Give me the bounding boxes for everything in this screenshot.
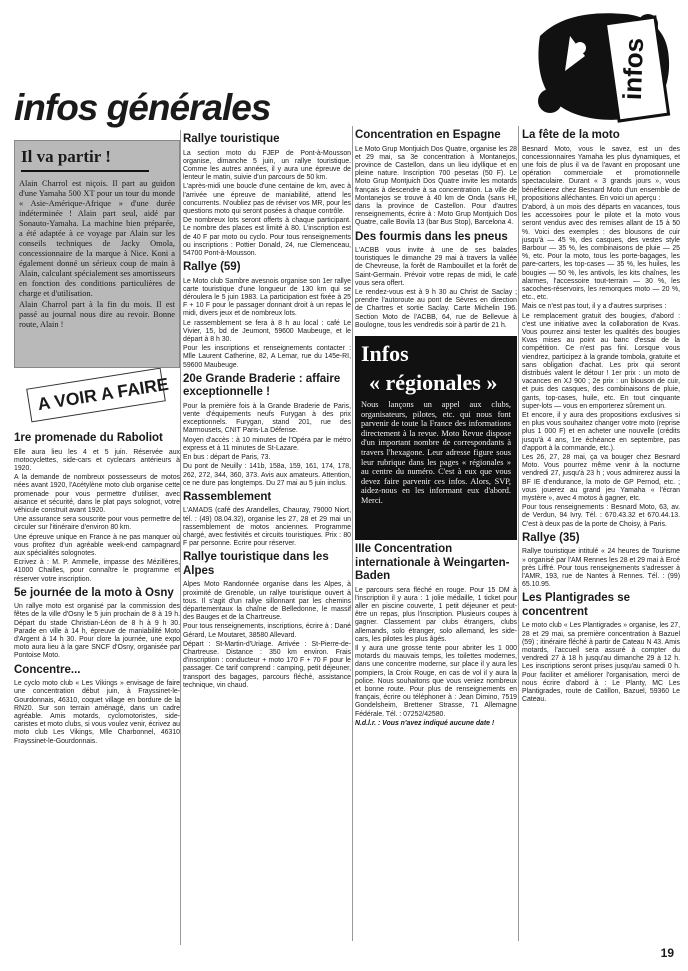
article-heading: Rassemblement: [183, 490, 272, 503]
box-title: Il va partir !: [21, 147, 149, 172]
infos-logo: [530, 6, 680, 124]
article-paragraph: Le Moto club Sambre avesnois organise son 1er rallye carte touristique d'une longueur de 130 km qui se déroulera le 5 juin 1983. La participation est fixée à 25 F + 10 F pour le passager donnant droit à un repas le midi, divers jeux et de nombreux lots.: [183, 277, 351, 318]
article-heading: Des fourmis dans les pneus: [355, 230, 508, 243]
article-paragraph: Du pont de Neuilly : 141b, 158a, 159, 161, 174, 178, 262, 272, 344, 360, 373. Avis aux amateurs. Attention, ce ne dure pas longtemps. Du 27 mai au 5 juin inclus.: [183, 463, 351, 487]
article-paragraph: Pour les inscriptions et renseignements contacter : Mlle Laurent Catherine, 82, A Lemar, rue du 145e-RI, 59600 Maubeuge.: [183, 345, 351, 369]
editor-note: N.d.l.r. : Vous n'avez indiqué aucune date !: [355, 719, 495, 727]
article-paragraph: Le rendez-vous est à 9 h 30 au Christ de Saclay ; prendre l'autoroute au pont de Sèvres en direction de Chartres et sortie Saclay. Carte Michelin 196. Section Moto de l'ACBB, 64, rue de Bellevue à Boulogne, tous les vendredis soir à partir de 21 h.: [355, 289, 517, 329]
article-paragraph: Et encore, il y aura des propositions exclusives si en plus vous souhaitez changer votre moto (reprise plus 1 000 F) et en acheter une nouvelle (crédits jusqu'à 4 ans, 1re échéance en septembre, pas d'apport à la commande, etc.).: [522, 412, 680, 452]
article-paragraph: L'AMADS (café des Arandelles, Chauray, 79000 Niort, tél. : (49) 08.04.32), organise les 27, 28 et 29 mai un rassemblement de motos anciennes. Programme chargé, avec festivités et circuits touristiques. Prix : 80 F par personne. Ecrire pour réserver.: [183, 507, 351, 548]
column-divider: [352, 126, 353, 941]
box-body: Alain Charrol est niçois. Il part au guidon d'une Yamaha 500 XT pour un tour du monde « Asie-Amérique-Afrique » d'une durée indéterminée ! Alain part seul, aidé par Sonauto-Yamaha. La machine bien préparée, a été adaptée à ce voyage par Alain sur les conseils techniques de Jacky Omola, concessionnaire de la marque à Nice. Koni a également donné un sérieux coup de main à Alain, calculant spécialement ses amortisseurs en fonction des conditions particulières de charge et d'utilisation.: [19, 179, 175, 298]
regionales-title-1: Infos: [361, 341, 409, 367]
article-paragraph: Les 26, 27, 28 mai, ça va bouger chez Besnard Moto. Vous pourrez même venir à la nocturne vendredi 27, jusqu'à 23 h ; vous admirerez aussi la BF IE d'endurance, la moto de GP Pernod, etc. ; vous jouerez au grand jeu Yamaha « l'écran mystère », avec 4 motos à gagner, etc.: [522, 454, 680, 503]
article-paragraph: Le Moto Grup Montjuich Dos Quatre, organise les 28 et 29 mai, sa 3e concentration à Montanejos, province de Castellon, dans un lieu idyllique et en pleine nature. Inscription 700 pesetas (50 F). Le Moto Grup Montjuich Dos Quatre invite les motards français à descendre à sa concentration. La ville de Montanejos se trouve à 40 km de Onda (sans HI, dans la province de Castellon. Pour d'autres renseignements, écrire à : Moto Grup Montjuich Dos Quatre, calle Bovila 13 (bar Bus Stop), Barcelona 4.: [355, 145, 517, 227]
article-paragraph: Besnard Moto, vous le savez, est un des concessionnaires Yamaha les plus dynamiques, et une fois de plus il va de l'avant en proposant une opération commerciale et promotionnelle spectaculaire. Durant « 3 grands jours », vous bénéficierez chez Besnard Moto d'un ensemble de propositions alléchantes. En voici un aperçu :: [522, 145, 680, 202]
column-2: [183, 130, 351, 691]
article-paragraph: Le parcours sera fléché en rouge. Pour 15 DM à l'inscription il y aura : 1 jolie médaille, 1 ticket pour aller en piscine couverte, 1 petit déjeuner et peut-être un repas, plus l'inscription. Plusieurs coupes à gagner. Classement par clubs étrangers, clubs allemands, solo étranger, solo allemand, les side-cars, les pilotes les plus âgés.: [355, 586, 517, 643]
article-paragraph: D'abord, à un mois des départs en vacances, tous les accessoires pour le pilote et la moto vous seront vendus avec des remises allant de 15 à 50 %. Voici des exemples : des blousons de cuir jusqu'à — 45 %, des casques, des vestes style Barbour — 35 %, les combinaisons de pluie — 25 %, etc. Pour la moto, tous les porte-bagages, les pare-carters, les top-cases — 35 %, les huiles, les bougies — 50 %, les antivols, les kits chaînes, les alarmes, l'accessoire tout-terrain — 30 %, les sacoches-réservoirs, les remorques moto — 20 %, etc., etc.: [522, 203, 680, 302]
article-heading: IIIe Concentration internationale à Weingarten-Baden: [355, 543, 510, 583]
column-1: [14, 140, 180, 747]
a-voir-a-faire-banner: [28, 373, 170, 420]
column-4: [522, 126, 680, 705]
article-heading: 20e Grande Braderie : affaire exceptionnelle !: [183, 372, 341, 399]
regionales-body: Nous lançons un appel aux clubs, organisateurs, pilotes, etc. qui nous font parvenir de toute la France des informations directement à la revue. Moto Revue dispose d'un important nombre de correspondants à travers l'hexagone. Leur adresse figure sous leur rubrique dans les pages « régionales » au centre du numéro. C'est à eux que vous devez faire parvenir ces infos. Alors, SVP, aidez-nous en les informant eux d'abord. Merci.: [361, 400, 511, 505]
article-paragraph: De nombreux lots seront offerts à chaque participant. Le nombre des places est limité à 80. L'inscription est de 40 F par moto ou cyclo. Pour tous renseignements ou inscriptions : Pottier Donald, 24, rue Clemenceau, 54700 Pont-à-Mousson.: [183, 217, 351, 257]
article-heading: Rallye touristique: [183, 133, 280, 145]
box-il-va-partir: [14, 140, 180, 368]
article-paragraph: Mais ce n'est pas tout, il y a d'autres surprises :: [522, 303, 667, 311]
article-paragraph: Pour tous renseignements : Besnard Moto, 63, av. de Verdun, 94 Ivry. Tél. : 670.43.32 et 670.44.13. C'est à deux pas de la porte de Choisy, à Paris.: [522, 504, 680, 528]
article-paragraph: L'ACBB vous invite à une de ses balades touristiques le dimanche 29 mai à travers la vallée de Chevreuse, la forêt de Rambouillet et la forêt de Saint-Germain. Prévoir votre repas de midi, le café vous sera offert.: [355, 247, 517, 287]
page-title: infos générales: [14, 87, 271, 128]
article-paragraph: Elle aura lieu les 4 et 5 juin. Réservée aux motocyclettes, side-cars et cyclecars antérieurs à 1920.: [14, 448, 180, 472]
column-divider: [180, 130, 181, 945]
article-paragraph: Départ : St-Martin-d'Uriage. Arrivée : St-Pierre-de-Chartreuse. Distance : 350 km environ. Frais d'inscription : conducteur + moto 170 F + 70 F pour le passager. Ce tarif comprend : camping, petit déjeuner, transport des bagages, parcours fléché, assistance technique, vin chaud.: [183, 640, 351, 689]
article-heading: La fête de la moto: [522, 129, 620, 141]
article-paragraph: Ecrivez à : M. P. Ammelle, impasse des Mézillères, 41000 Chailles, pour connaître le programme et réserver votre inscription.: [14, 559, 180, 583]
article-paragraph: Un rallye moto est organisé par la commission des fêtes de la ville d'Osny le 5 juin prochain de 8 à 19 h. Départ du stade Christian-Léon de 8 h à 9 h 30. Parade en ville à 14 h, épreuve de maniabilité Moto d'Argent à 14 h 30. Pour clore la journée, une expo moto aura lieu à la gare SNCF d'Osny, organisée par Pontoise Moto.: [14, 603, 180, 660]
article-paragraph: Une épreuve unique en France à ne pas manquer où vous profitez d'un agréable week-end campagnard aux spécialités solognotes.: [14, 533, 180, 557]
article-paragraph: L'après-midi une boucle d'une centaine de km, avec à l'arrivée une épreuve de maniabilité, attend les concurrents. N'oubliez pas de réviser vos MR, pour les questions moto qui seront posées à chaque contrôle.: [183, 183, 351, 215]
article-paragraph: Il y aura une grosse tente pour abriter les 1 000 motards du mauvais temps, les toilettes modernes, dans une concentre moderne, sur place il y aura les pompiers, la Croix Rouge, en cas de vol il y aura la police. Nous souhaitons que vous veniez nombreux et bonne route. Pour plus de renseignements en français, écrire ou téléphoner à : Jean Dimino, 7519 Gondelsheim, Brettener Strasse, 71 Allemagne Fédérale. Tél. : 07252/42580.: [355, 644, 517, 718]
article-paragraph: Moyen d'accès : à 10 minutes de l'Opéra par le métro express et à 11 minutes de St-Lazare.: [183, 436, 351, 452]
article-heading: Concentre...: [14, 663, 81, 676]
article-heading: 5e journée de la moto à Osny: [14, 586, 174, 599]
article-paragraph: Alpes Moto Randonnée organise dans les Alpes, à proximité de Grenoble, un rallye touristique ouvert à tous. Il s'agit d'un rallye sillonnant par les chemins départementaux la chaîne de Belledonne, le massif des Bauges et de la Chartreuse.: [183, 581, 351, 622]
column-divider: [518, 126, 519, 941]
article-paragraph: Pour la première fois à la Grande Braderie de Paris, vente d'équipements neufs Furygan à des prix exceptionnels. Furygan, stand 201, rue des Marmousets, CNIT Paris-La Défense.: [183, 402, 351, 435]
column-3: [355, 126, 517, 729]
article-paragraph: Le cyclo moto club « Les Vikings » envisage de faire une concentration début juin, à Frayssinet-le-Gourdonnais, 46310, coquet village en bordure de la RN20. Sur son terrain aménagé, dans un cadre agréable. Amis motards, cyclomotoristes, side-caristes et moto clubs, si vous voulez venir, écrivez au moto club Les Vikings, Mlle Charbonnel, 46310 Frayssinet-le-Gourdonnais.: [14, 680, 180, 745]
article-heading: Rallye touristique dans les Alpes: [183, 551, 329, 577]
article-paragraph: La section moto du FJEP de Pont-à-Mousson organise, dimanche 5 juin, un rallye touristique. Comme les autres années, il y aura une épreuve de lenteur le matin, suivie d'un parcours de 50 km.: [183, 149, 351, 182]
article-heading: Rallye (59): [183, 261, 241, 274]
article-paragraph: En bus : départ de Paris, 73.: [183, 454, 271, 462]
page-number: 19: [660, 946, 674, 960]
regionales-title-2: « régionales »: [369, 370, 498, 396]
article-paragraph: Une assurance sera souscrite pour vous permettre de circuler sur l'itinéraire d'environ 80 km.: [14, 516, 180, 532]
logo-text: infos: [616, 37, 650, 101]
article-heading: Concentration en Espagne: [355, 129, 501, 141]
article-paragraph: Rallye touristique intitulé « 24 heures de Tourisme » organisé par l'AM Rennes les 28 et 29 mai à Ercé près Liffré. Pour tous renseignements s'adresser à l'AMR, 193, rue de Nantes à Rennes. Tél. : (99) 65.10.95.: [522, 548, 680, 589]
article-paragraph: A la demande de nombreux possesseurs de motos nées avant 1920, l'Acétylène moto club organise cette promenade pour vous permettre d'utiliser, avec aisance et sécurité, dans le plat pays solognot, votre véhicule construit avant 1920.: [14, 474, 180, 514]
article-paragraph: Pour tous renseignements, inscriptions, écrire à : Dané Gérard, Le Moutaret, 38580 Allevard.: [183, 623, 351, 639]
box-body-2: Alain Charrol part à la fin du mois. Il est passé au journal nous dire au revoir. Bonne route, Alain !: [19, 300, 175, 329]
article-paragraph: Le moto club « Les Plantigrades » organise, les 27, 28 et 29 mai, sa première concentration à Bazuel (59) ; itinéraire fléché à partir de Cateau N 43. Amis motards, l'accueil sera assuré à compter du vendredi 27 à 18 h jusqu'au dimanche 29 à 12 h. Les inscriptions seront prises jusqu'au samedi 0 h. Pour faciliter et améliorer l'organisation, merci de nous écrire d'abord à : Le Planty, MC Les Plantigrades, route de Catillon, Bazuel, 59360 Le Cateau.: [522, 622, 680, 704]
article-heading: Rallye (35): [522, 531, 580, 544]
article-paragraph: Le rassemblement se fera à 8 h au local : café Le Vivier, 15, bd de Jeumont, 59600 Maubeuge, et le départ à 8 h 30.: [183, 319, 351, 344]
article-heading: 1re promenade du Raboliot: [14, 432, 163, 444]
article-paragraph: Le remplacement gratuit des bougies, d'abord : c'est une initiative avec la collaboration de Kvas. Vous pourrez ainsi tester les qualités des bougies Kvas mises au point au banc d'essai de la compétition. Ce n'est pas fini. Lorsque vous viendrez, participez à la grande tombola, gratuite et sans obligation d'achat. Les prix qui seront distribués valent le détour ! 1er prix : un moto de vacances en XJ 900 ; 2e prix : un blouson de cuir, et puis des casques, des combinaisons de pluie, gants, top-cases, huile, etc. En tout cinquante super-lots — vous en emporterez sûrement un.: [522, 312, 680, 410]
a-voir-a-faire-label: A VOIR A FAIRE: [36, 373, 170, 415]
infos-regionales-box: [355, 336, 517, 540]
article-heading: Les Plantigrades se concentrent: [522, 592, 631, 618]
